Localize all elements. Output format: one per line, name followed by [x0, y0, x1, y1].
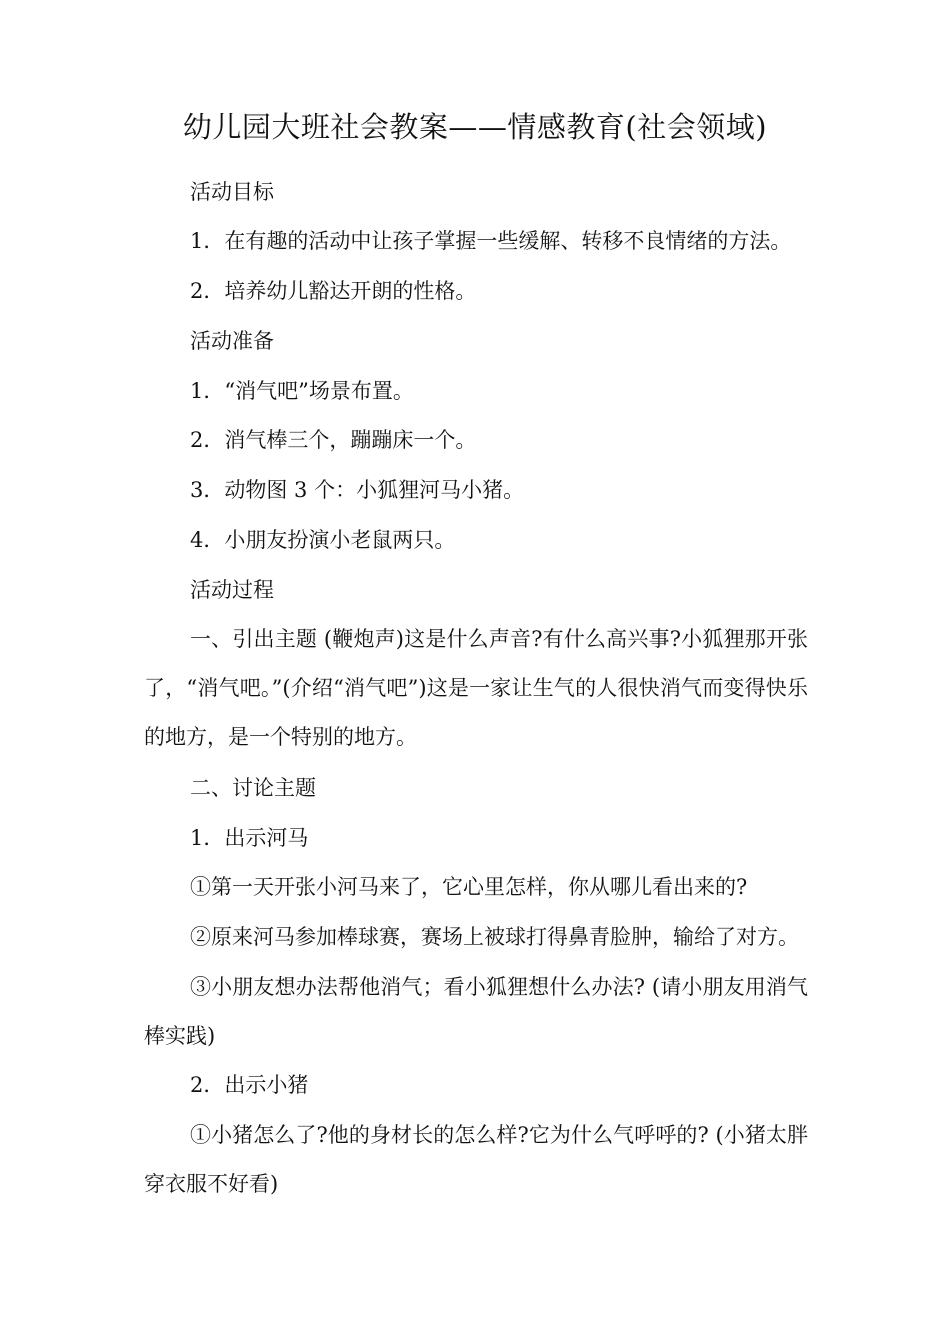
section-heading-preparation: 活动准备 — [190, 329, 274, 353]
document-title: 幼儿园大班社会教案——情感教育(社会领域) — [182, 110, 768, 144]
goal-item: 2．培养幼儿豁达开朗的性格。 — [190, 279, 477, 303]
section-heading-process: 活动过程 — [190, 578, 274, 602]
preparation-item: 4．小朋友扮演小老鼠两只。 — [190, 528, 456, 552]
process-item: ③小朋友想办法帮他消气；看小狐狸想什么办法? (请小朋友用消气棒实践) — [144, 975, 808, 1048]
section-heading-goals: 活动目标 — [190, 180, 274, 204]
process-item: 1．出示河马 — [190, 826, 309, 850]
preparation-item: 3．动物图 3 个：小狐狸河马小猪。 — [190, 478, 525, 502]
process-item: ①第一天开张小河马来了，它心里怎样，你从哪儿看出来的? — [190, 875, 748, 899]
goal-item: 1．在有趣的活动中让孩子掌握一些缓解、转移不良情绪的方法。 — [190, 229, 792, 253]
process-paragraph: 一、引出主题 (鞭炮声)这是什么声音?有什么高兴事?小狐狸那开张了，“消气吧。”(介绍“消气吧”)这是一家让生气的人很快消气而变得快乐的地方，是一个特别的地方。 — [144, 627, 808, 749]
process-item: 2．出示小猪 — [190, 1073, 309, 1097]
preparation-item: 2．消气棒三个，蹦蹦床一个。 — [190, 428, 477, 452]
process-item: ①小猪怎么了?他的身材长的怎么样?它为什么气呼呼的? (小猪太胖穿衣服不好看) — [144, 1123, 808, 1196]
process-item: ②原来河马参加棒球赛，赛场上被球打得鼻青脸肿，输给了对方。 — [190, 925, 799, 949]
process-subheading: 二、讨论主题 — [190, 776, 316, 800]
preparation-item: 1．“消气吧”场景布置。 — [190, 379, 414, 403]
